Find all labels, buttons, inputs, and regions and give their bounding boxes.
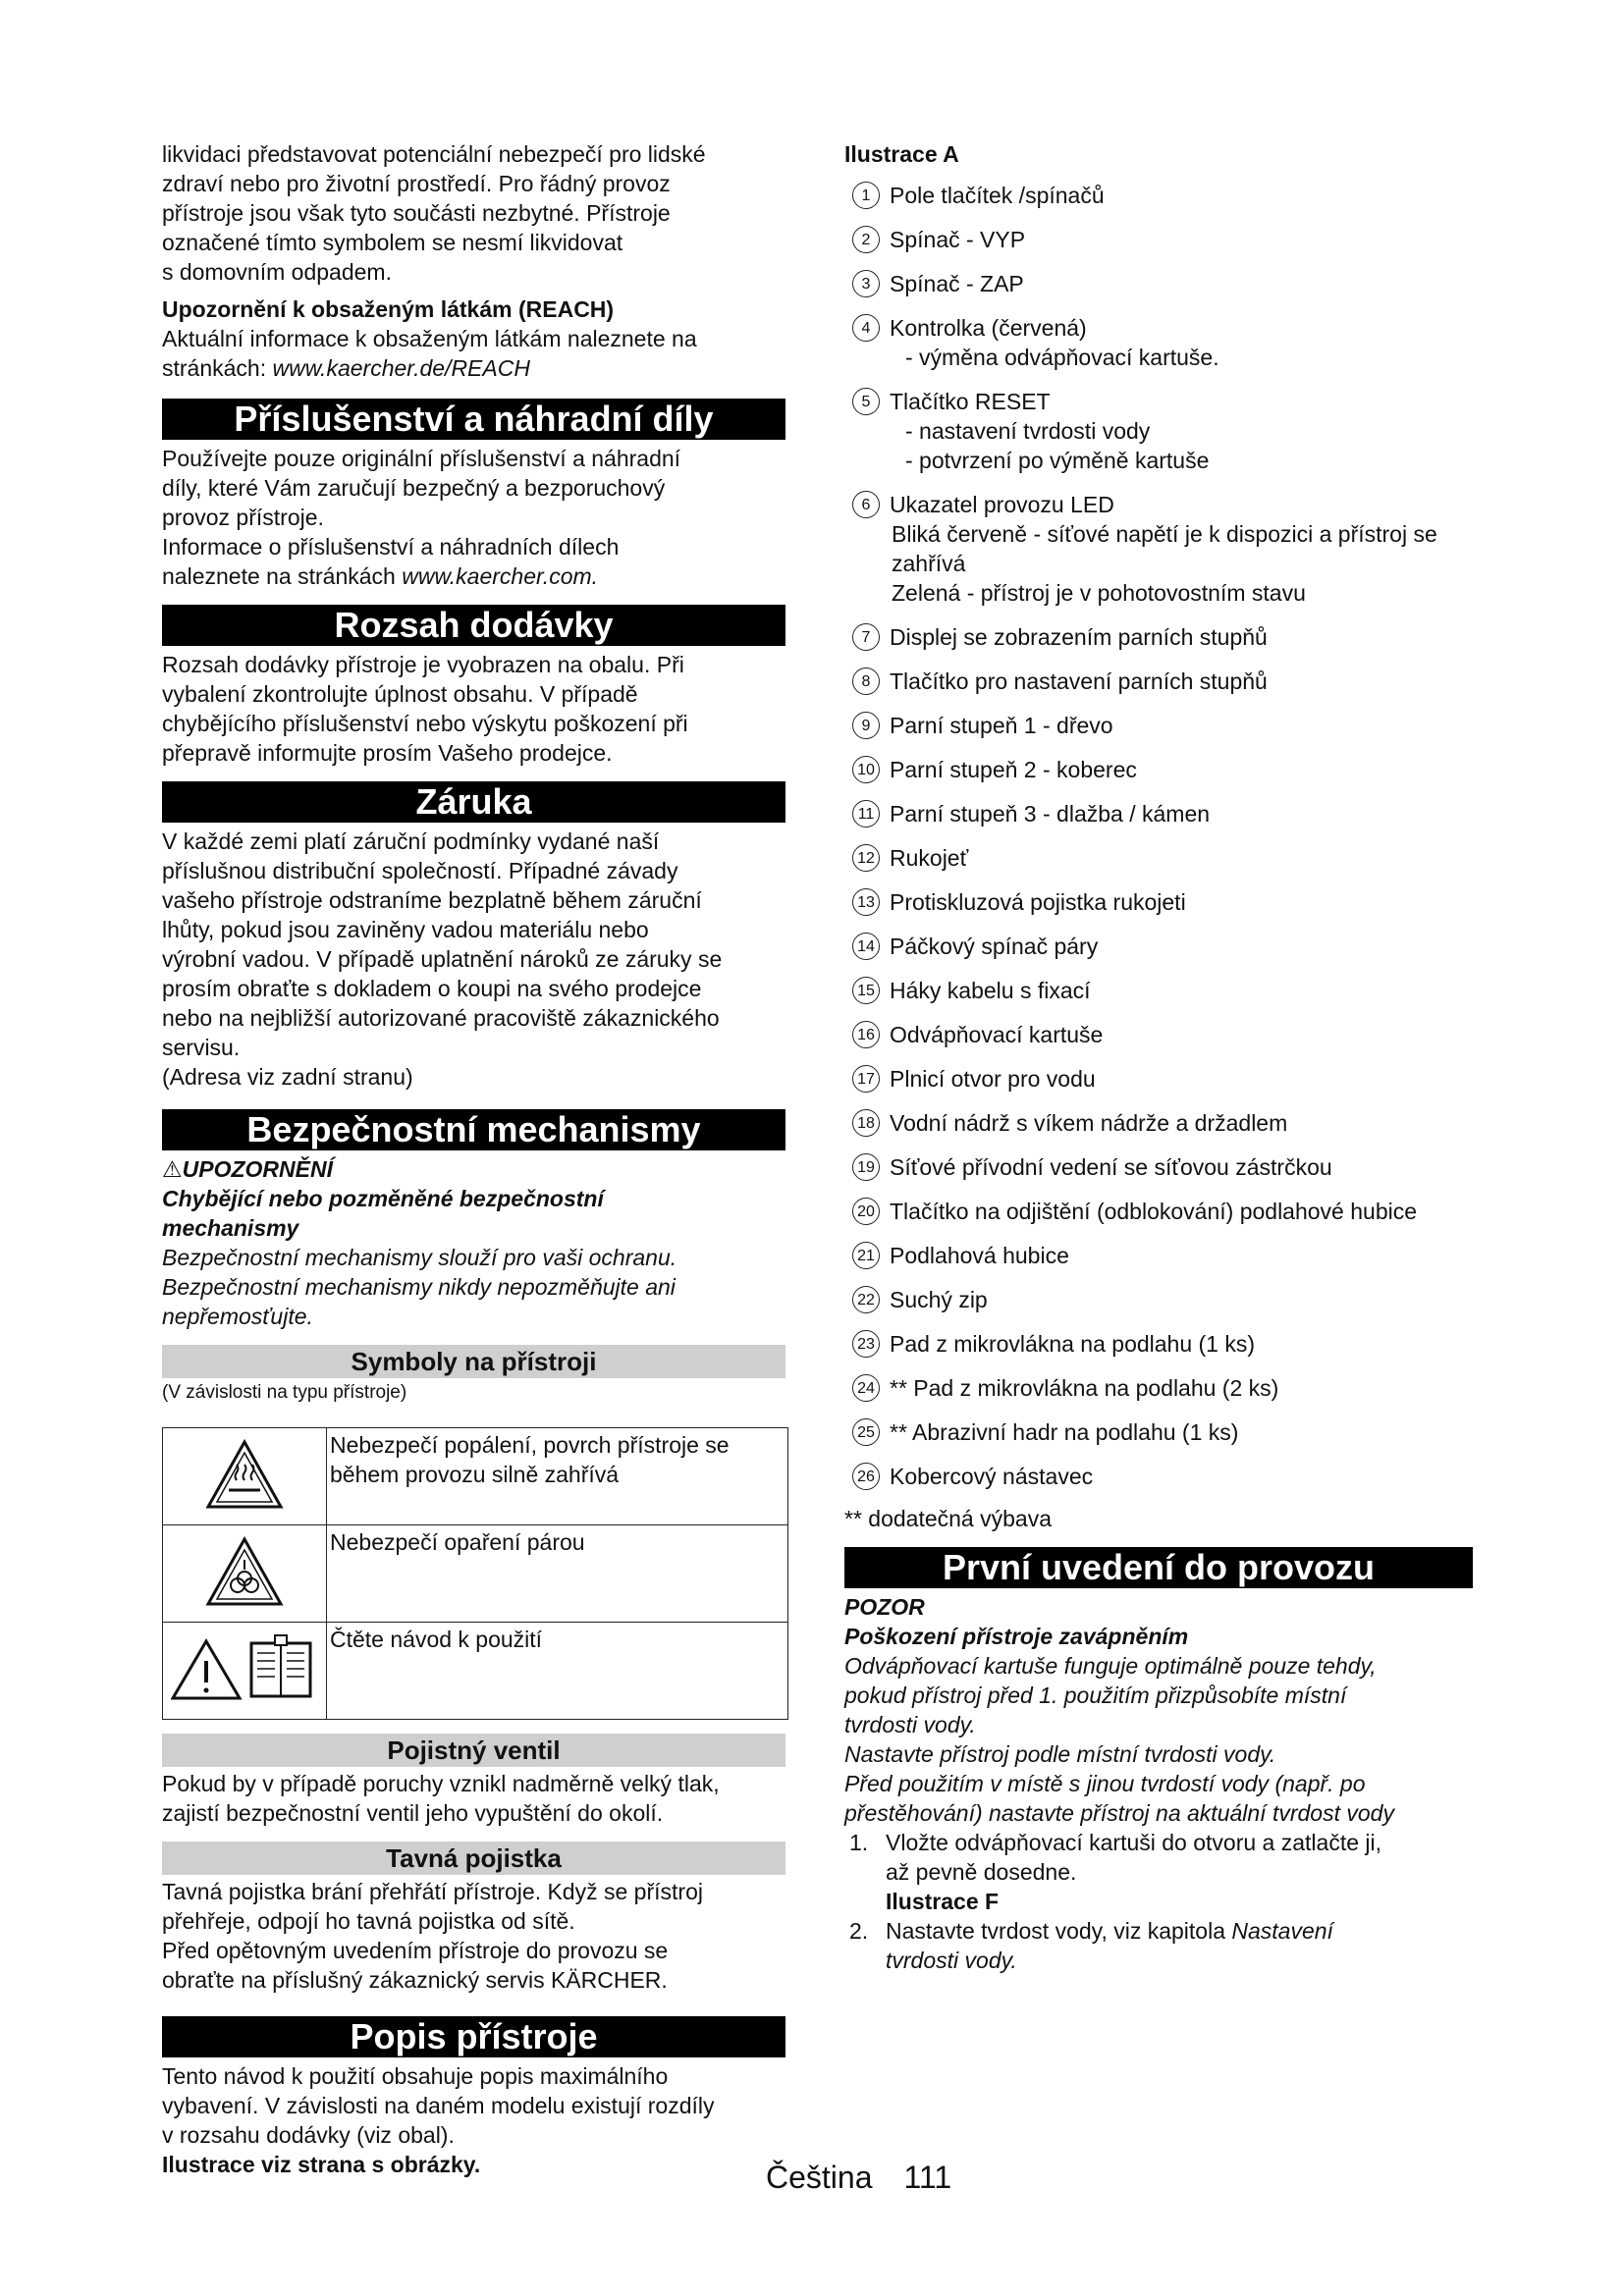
caution-text: pokud přístroj před 1. použitím přizpůsobíte místní <box>844 1682 1347 1708</box>
text-line: zajistí bezpečnostní ventil jeho vypuštění do okolí. <box>162 1800 664 1826</box>
item-label: Pad z mikrovlákna na podlahu (1 ks) <box>890 1331 1256 1357</box>
caution-text: tvrdosti vody. <box>844 1712 976 1737</box>
list-item <box>844 1152 1473 1182</box>
step-1 <box>844 1828 1473 1916</box>
text-line: Pokud by v případě poruchy vznikl nadměrně velký tlak, <box>162 1771 720 1796</box>
caution-text: Nastavte přístroj podle místní tvrdosti vody. <box>844 1741 1276 1767</box>
first-use-heading: První uvedení do provozu <box>844 1547 1473 1588</box>
steam-scald-warning-icon <box>205 1536 284 1607</box>
item-detail: - nastavení tvrdosti vody <box>905 418 1151 444</box>
safety-heading: Bezpečnostní mechanismy <box>162 1109 785 1150</box>
item-label: Odvápňovací kartuše <box>890 1022 1104 1047</box>
step-text: Vložte odvápňovací kartuši do otvoru a zatlačte ji, <box>886 1830 1382 1855</box>
accessories-prefix: naleznete na stránkách <box>162 563 403 589</box>
text-line: obraťte na příslušný zákaznický servis KÄRCHER. <box>162 1967 668 1993</box>
read-manual-icon <box>171 1691 318 1708</box>
symbol-icon-cell <box>163 1428 327 1525</box>
item-number: 2 <box>852 226 880 253</box>
text-line: Před opětovným uvedením přístroje do provozu se <box>162 1938 669 1963</box>
item-detail: - výměna odvápňovací kartuše. <box>905 345 1219 370</box>
table-row <box>163 1623 788 1720</box>
list-item <box>844 1285 1473 1314</box>
item-number: 15 <box>852 977 880 1004</box>
text-line: Tento návod k použití obsahuje popis maximálního <box>162 2063 669 2089</box>
item-label: Parní stupeň 2 - koberec <box>890 757 1137 782</box>
list-item <box>844 711 1473 740</box>
step-prefix: Nastavte tvrdost vody, viz kapitola <box>886 1918 1232 1944</box>
warning-title: mechanismy <box>162 1215 299 1241</box>
item-label: Protiskluzová pojistka rukojeti <box>890 889 1186 915</box>
symbols-note: (V závislosti na typu přístroje) <box>162 1382 407 1403</box>
list-item <box>844 1197 1473 1226</box>
item-label: Spínač - ZAP <box>890 271 1024 296</box>
intro-paragraph <box>162 139 785 287</box>
item-label: Kobercový nástavec <box>890 1464 1094 1489</box>
item-number: 14 <box>852 933 880 960</box>
list-item <box>844 1329 1473 1359</box>
warning-label: ⚠UPOZORNĚNÍ <box>162 1156 333 1182</box>
text-line: Tavná pojistka brání přehřátí přístroje. Když se přístroj <box>162 1879 703 1904</box>
extra-note: ** dodatečná výbava <box>844 1506 1052 1531</box>
item-number: 9 <box>852 712 880 739</box>
step-text: až pevně dosedne. <box>886 1859 1077 1885</box>
text-line: Rozsah dodávky přístroje je vyobrazen na obalu. Při <box>162 652 684 677</box>
right-column <box>844 139 1473 1975</box>
warranty-heading: Záruka <box>162 781 785 823</box>
item-number: 8 <box>852 667 880 695</box>
warning-title: Chybějící nebo pozměněné bezpečnostní <box>162 1186 604 1211</box>
item-label: ** Abrazivní hadr na podlahu (1 ks) <box>890 1419 1239 1445</box>
caution-text: Před použitím v místě s jinou tvrdostí vody (např. po <box>844 1771 1366 1796</box>
list-item <box>844 1020 1473 1049</box>
item-number: 23 <box>852 1330 880 1358</box>
item-label: Háky kabelu s fixací <box>890 978 1091 1003</box>
hot-surface-warning-icon <box>205 1439 284 1510</box>
text-line: vybalení zkontrolujte úplnost obsahu. V případě <box>162 681 638 707</box>
item-label: Plnicí otvor pro vodu <box>890 1066 1096 1092</box>
text-line: Používejte pouze originální příslušenství a náhradní <box>162 446 681 471</box>
accessories-link-line <box>162 561 785 591</box>
warning-text: Bezpečnostní mechanismy nikdy nepozměňujte ani <box>162 1274 676 1300</box>
item-number: 26 <box>852 1463 880 1490</box>
list-item <box>844 622 1473 652</box>
list-item <box>844 1373 1473 1403</box>
description-bold: Ilustrace viz strana s obrázky. <box>162 2152 481 2177</box>
text-line: lhůty, pokud jsou zaviněny vadou materiálu nebo <box>162 917 649 942</box>
caution-text: přestěhování) nastavte přístroj na aktuální tvrdost vody <box>844 1800 1394 1826</box>
text-line: díly, které Vám zaručují bezpečný a bezporuchový <box>162 475 666 501</box>
symbol-text: Nebezpečí opaření párou <box>327 1525 788 1623</box>
item-label: Suchý zip <box>890 1287 988 1312</box>
step-number: 1. <box>849 1830 869 1855</box>
footer-language: Čeština <box>766 2160 873 2195</box>
list-item <box>844 1417 1473 1447</box>
symbol-text: Nebezpečí popálení, povrch přístroje se během provozu silně zahřívá <box>327 1428 788 1525</box>
text-line: vybavení. V závislosti na daném modelu existují rozdíly <box>162 2093 715 2118</box>
item-number: 20 <box>852 1198 880 1225</box>
item-detail: Bliká červeně - síťové napětí je k dispozici a přístroj se zahřívá <box>892 521 1437 576</box>
text-line: V každé zemi platí záruční podmínky vydané naší <box>162 828 660 854</box>
list-item <box>844 1108 1473 1138</box>
list-item <box>844 799 1473 828</box>
symbol-text: Čtěte návod k použití <box>327 1623 788 1720</box>
item-number: 1 <box>852 182 880 209</box>
parts-list <box>844 181 1473 1491</box>
reach-link[interactable]: www.kaercher.de/REACH <box>272 355 530 381</box>
item-number: 11 <box>852 800 880 828</box>
item-label: Kontrolka (červená) <box>890 315 1087 341</box>
warning-text: Bezpečnostní mechanismy slouží pro vaši ochranu. <box>162 1245 677 1270</box>
item-number: 12 <box>852 844 880 872</box>
step-2 <box>844 1916 1473 1975</box>
item-number: 5 <box>852 388 880 415</box>
list-item <box>844 755 1473 784</box>
page-footer <box>766 2160 983 2196</box>
item-number: 17 <box>852 1065 880 1093</box>
item-label: ** Pad z mikrovlákna na podlahu (2 ks) <box>890 1375 1279 1401</box>
item-label: Síťové přívodní vedení se síťovou zástrčkou <box>890 1154 1332 1180</box>
step-illustration: Ilustrace F <box>886 1889 1000 1914</box>
reach-text: Aktuální informace k obsaženým látkám naleznete na <box>162 326 697 351</box>
description-heading: Popis přístroje <box>162 2016 785 2057</box>
list-item <box>844 932 1473 961</box>
scope-heading: Rozsah dodávky <box>162 605 785 646</box>
list-item <box>844 181 1473 210</box>
list-item <box>844 887 1473 917</box>
item-number: 21 <box>852 1242 880 1269</box>
item-label: Tlačítko RESET <box>890 389 1051 414</box>
text-line: v rozsahu dodávky (viz obal). <box>162 2122 455 2148</box>
symbol-icon-cell <box>163 1525 327 1623</box>
item-label: Rukojeť <box>890 845 969 871</box>
page-number: 111 <box>903 2160 952 2195</box>
item-label: Parní stupeň 3 - dlažba / kámen <box>890 801 1211 827</box>
item-detail: Zelená - přístroj je v pohotovostním stavu <box>892 580 1306 606</box>
table-row <box>163 1525 788 1623</box>
symbols-heading: Symboly na přístroji <box>162 1345 785 1378</box>
list-item <box>844 269 1473 298</box>
text-line: výrobní vadou. V případě uplatnění nároků ze záruky se <box>162 946 723 972</box>
item-number: 19 <box>852 1153 880 1181</box>
list-item <box>844 667 1473 696</box>
item-label: Tlačítko na odjištění (odblokování) podlahové hubice <box>890 1199 1418 1224</box>
item-number: 3 <box>852 270 880 297</box>
accessories-link[interactable]: www.kaercher.com. <box>402 563 599 589</box>
list-item <box>844 1241 1473 1270</box>
item-label: Podlahová hubice <box>890 1243 1069 1268</box>
item-detail: - potvrzení po výměně kartuše <box>905 448 1210 473</box>
text-line: vašeho přístroje odstraníme bezplatně během záruční <box>162 887 702 913</box>
item-number: 13 <box>852 888 880 916</box>
item-number: 24 <box>852 1374 880 1402</box>
text-line: provoz přístroje. <box>162 505 324 530</box>
list-item <box>844 225 1473 254</box>
accessories-heading: Příslušenství a náhradní díly <box>162 399 785 440</box>
list-item <box>844 490 1473 608</box>
text-line: chybějícího příslušenství nebo výskytu poškození při <box>162 711 688 736</box>
caution-text: Odvápňovací kartuše funguje optimálně pouze tehdy, <box>844 1653 1377 1679</box>
list-item <box>844 843 1473 873</box>
item-label: Pole tlačítek /spínačů <box>890 183 1105 208</box>
item-number: 18 <box>852 1109 880 1137</box>
item-label: Parní stupeň 1 - dřevo <box>890 713 1113 738</box>
item-number: 16 <box>852 1021 880 1048</box>
text-line: přístroje jsou však tyto součásti nezbytné. Přístroje <box>162 200 671 226</box>
item-number: 25 <box>852 1418 880 1446</box>
reach-prefix: stránkách: <box>162 355 273 381</box>
step-text <box>886 1916 1473 1946</box>
reach-heading: Upozornění k obsaženým látkám (REACH) <box>162 296 615 322</box>
text-line: nebo na nejbližší autorizované pracoviště zákaznického <box>162 1005 720 1031</box>
text-line: příslušnou distribuční společností. Případné závady <box>162 858 678 883</box>
text-line: s domovním odpadem. <box>162 259 392 285</box>
table-row <box>163 1428 788 1525</box>
item-label: Displej se zobrazením parních stupňů <box>890 624 1268 650</box>
caution-label: POZOR <box>844 1594 925 1620</box>
text-line: (Adresa viz zadní stranu) <box>162 1064 413 1090</box>
text-line: servisu. <box>162 1035 241 1060</box>
text-line: Informace o příslušenství a náhradních dílech <box>162 534 620 560</box>
warning-text: nepřemosťujte. <box>162 1304 313 1329</box>
item-label: Tlačítko pro nastavení parních stupňů <box>890 668 1268 694</box>
left-column <box>162 139 785 2179</box>
step-number: 2. <box>849 1918 869 1944</box>
item-label: Ukazatel provozu LED <box>890 492 1114 517</box>
caution-title: Poškození přístroje zavápněním <box>844 1624 1189 1649</box>
item-number: 22 <box>852 1286 880 1313</box>
item-number: 6 <box>852 491 880 518</box>
illustration-heading: Ilustrace A <box>844 141 959 167</box>
text-line: zdraví nebo pro životní prostředí. Pro řádný provoz <box>162 171 671 196</box>
text-line: likvidaci představovat potenciální nebezpečí pro lidské <box>162 141 706 167</box>
list-item <box>844 1462 1473 1491</box>
valve-heading: Pojistný ventil <box>162 1734 785 1767</box>
step-chapter-link[interactable]: tvrdosti vody. <box>886 1948 1017 1973</box>
text-line: prosím obraťte s dokladem o koupi na svého prodejce <box>162 976 702 1001</box>
reach-link-line <box>162 353 785 383</box>
item-number: 4 <box>852 314 880 342</box>
item-label: Spínač - VYP <box>890 227 1026 252</box>
text-line: označené tímto symbolem se nesmí likvidovat <box>162 230 623 255</box>
fuse-heading: Tavná pojistka <box>162 1842 785 1875</box>
list-item <box>844 1064 1473 1094</box>
text-line: přepravě informujte prosím Vašeho prodejce. <box>162 740 613 766</box>
item-number: 10 <box>852 756 880 783</box>
item-number: 7 <box>852 623 880 651</box>
list-item <box>844 387 1473 475</box>
list-item <box>844 976 1473 1005</box>
item-label: Vodní nádrž s víkem nádrže a držadlem <box>890 1110 1288 1136</box>
symbol-icon-cell <box>163 1623 327 1720</box>
symbols-table <box>162 1427 788 1720</box>
item-label: Páčkový spínač páry <box>890 934 1099 959</box>
step-chapter-link[interactable]: Nastavení <box>1231 1918 1333 1944</box>
text-line: přehřeje, odpojí ho tavná pojistka od sítě. <box>162 1908 575 1934</box>
list-item <box>844 313 1473 372</box>
